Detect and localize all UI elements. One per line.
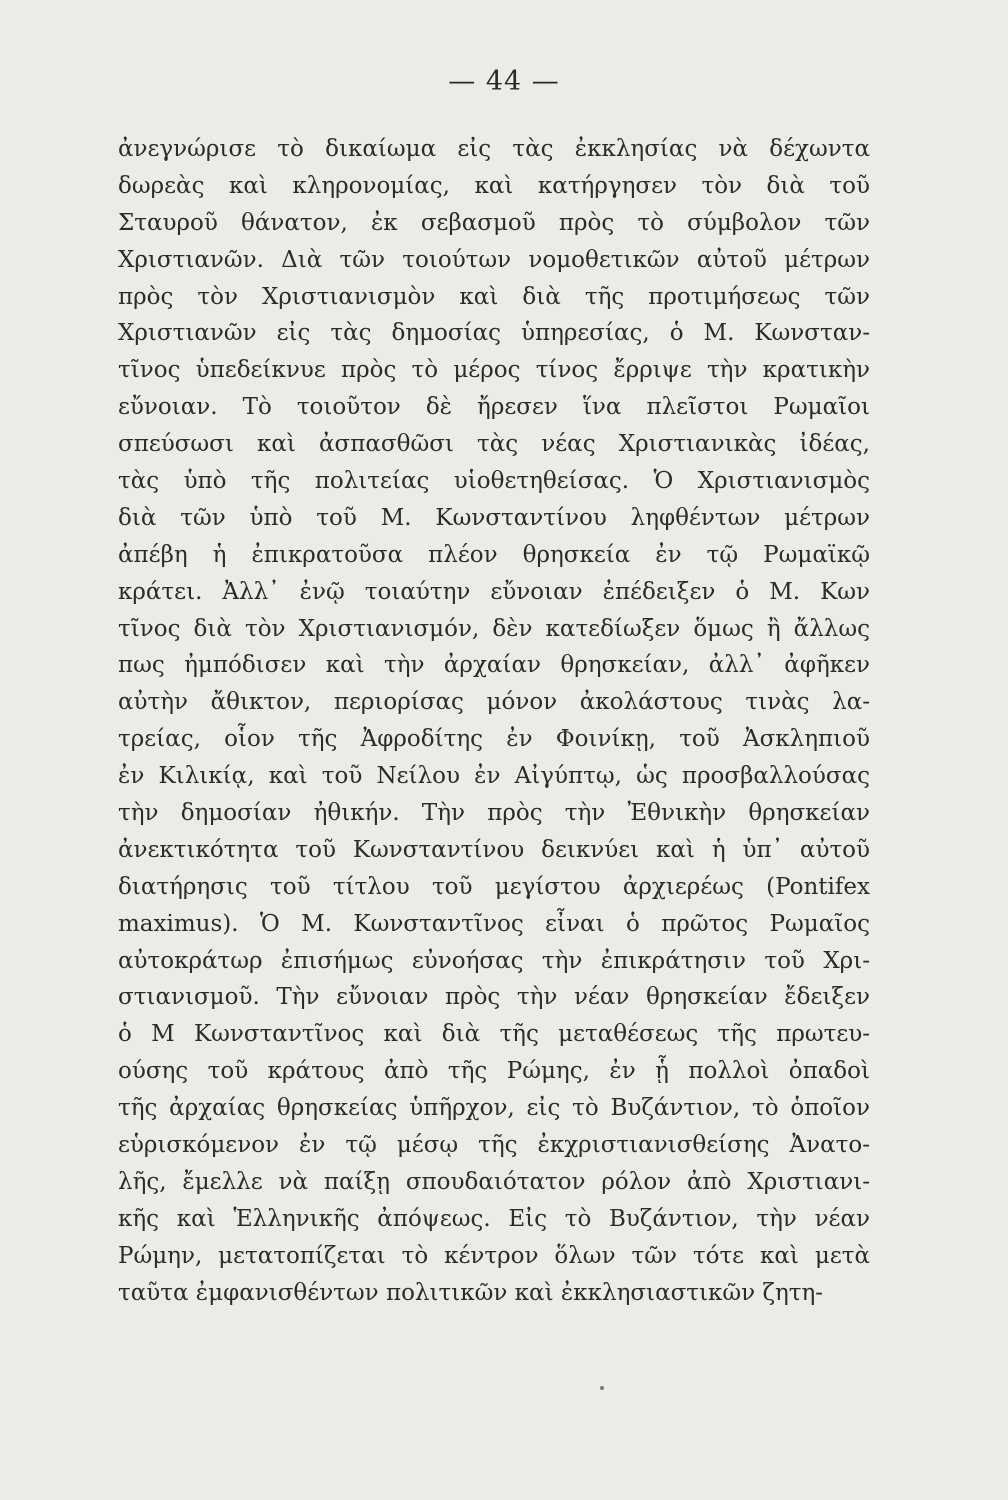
text-line: τρείας, οἷον τῆς Ἀφροδίτης ἐν Φοινίκῃ, τοῦ Ἀσκληπιοῦ (118, 726, 870, 753)
text-line: Χριστιανῶν εἰς τὰς δημοσίας ὑπηρεσίας, ὁ Μ. Κωνσταν- (118, 320, 870, 347)
text-line: λῆς, ἔμελλε νὰ παίξῃ σπουδαιότατον ρόλον ἀπὸ Χριστιανι- (118, 1168, 870, 1195)
text-line: πως ἠμπόδισεν καὶ τὴν ἀρχαίαν θρησκείαν, ἀλλ᾽ ἀφῆκεν (118, 652, 870, 679)
text-line: ἀνεκτικότητα τοῦ Κωνσταντίνου δεικνύει καὶ ἡ ὑπ᾽ αὐτοῦ (118, 836, 870, 863)
text-line: κῆς καὶ Ἑλληνικῆς ἀπόψεως. Εἰς τὸ Βυζάντιον, τὴν νέαν (118, 1205, 870, 1232)
text-line: στιανισμοῦ. Τὴν εὔνοιαν πρὸς τὴν νέαν θρησκείαν ἔδειξεν (118, 984, 870, 1011)
text-line: ὁ Μ Κωνσταντῖνος καὶ διὰ τῆς μεταθέσεως τῆς πρωτευ- (118, 1021, 870, 1048)
text-line: ἀνεγνώρισε τὸ δικαίωμα εἰς τὰς ἐκκλησίας νὰ δέχωντα (118, 136, 870, 162)
text-line: πρὸς τὸν Χριστιανισμὸν καὶ διὰ τῆς προτιμήσεως τῶν (118, 283, 870, 310)
text-line: ἀπέβη ἡ ἐπικρατοῦσα πλέον θρησκεία ἐν τῷ Ρωμαϊκῷ (118, 541, 870, 568)
text-line: τῆς ἀρχαίας θρησκείας ὑπῆρχον, εἰς τὸ Βυζάντιον, τὸ ὁποῖον (118, 1095, 870, 1122)
text-line: εὔνοιαν. Τὸ τοιοῦτον δὲ ἤρεσεν ἵνα πλεῖστοι Ρωμαῖοι (118, 394, 870, 421)
text-line: Ρώμην, μετατοπίζεται τὸ κέντρον ὅλων τῶν τότε καὶ μετὰ (118, 1242, 870, 1269)
text-line: τῖνος διὰ τὸν Χριστιανισμόν, δὲν κατεδίωξεν ὅμως ἢ ἄλλως (118, 615, 870, 642)
text-line: τῖνος ὑπεδείκνυε πρὸς τὸ μέρος τίνος ἔρριψε τὴν κρατικὴν (118, 357, 870, 384)
text-line: σπεύσωσι καὶ ἀσπασθῶσι τὰς νέας Χριστιανικὰς ἰδέας, (118, 431, 870, 458)
text-line: εὑρισκόμενον ἐν τῷ μέσῳ τῆς ἐκχριστιανισθείσης Ἀνατο- (118, 1132, 870, 1159)
text-line: αὐτοκράτωρ ἐπισήμως εὐνοήσας τὴν ἐπικράτησιν τοῦ Χρι- (118, 947, 870, 974)
text-line: ούσης τοῦ κράτους ἀπὸ τῆς Ρώμης, ἐν ᾗ πολλοὶ ὀπαδοὶ (118, 1058, 870, 1085)
text-line: τὴν δημοσίαν ἠθικήν. Τὴν πρὸς τὴν Ἐθνικὴν θρησκείαν (118, 800, 870, 827)
text-line: κράτει. Ἀλλ᾽ ἐνῷ τοιαύτην εὔνοιαν ἐπέδειξεν ὁ Μ. Κων (118, 578, 870, 605)
text-line: maximus). Ὁ Μ. Κωνσταντῖνος εἶναι ὁ πρῶτος Ρωμαῖος (118, 910, 870, 937)
text-line: τὰς ὑπὸ τῆς πολιτείας υἱοθετηθείσας. Ὁ Χριστιανισμὸς (118, 468, 870, 495)
page-number: — 44 — (448, 66, 560, 97)
text-line: Σταυροῦ θάνατον, ἐκ σεβασμοῦ πρὸς τὸ σύμβολον τῶν (118, 209, 870, 236)
text-line: ἐν Κιλικίᾳ, καὶ τοῦ Νείλου ἐν Αἰγύπτῳ, ὡς προσβαλλούσας (118, 763, 870, 790)
text-line: Χριστιανῶν. Διὰ τῶν τοιούτων νομοθετικῶν αὐτοῦ μέτρων (118, 246, 870, 273)
text-line: δωρεὰς καὶ κληρονομίας, καὶ κατήργησεν τὸν διὰ τοῦ (118, 172, 870, 199)
text-line: αὐτὴν ἄθικτον, περιορίσας μόνον ἀκολάστους τινὰς λα- (118, 689, 870, 716)
text-line: διὰ τῶν ὑπὸ τοῦ Μ. Κωνσταντίνου ληφθέντων μέτρων (118, 504, 870, 531)
text-line: ταῦτα ἐμφανισθέντων πολιτικῶν καὶ ἐκκλησιαστικῶν ζητη- (118, 1279, 823, 1306)
text-line: διατήρησις τοῦ τίτλου τοῦ μεγίστου ἀρχιερέως (Pontifex (118, 873, 870, 900)
ink-speck (600, 1386, 604, 1390)
body-text (118, 131, 870, 1312)
